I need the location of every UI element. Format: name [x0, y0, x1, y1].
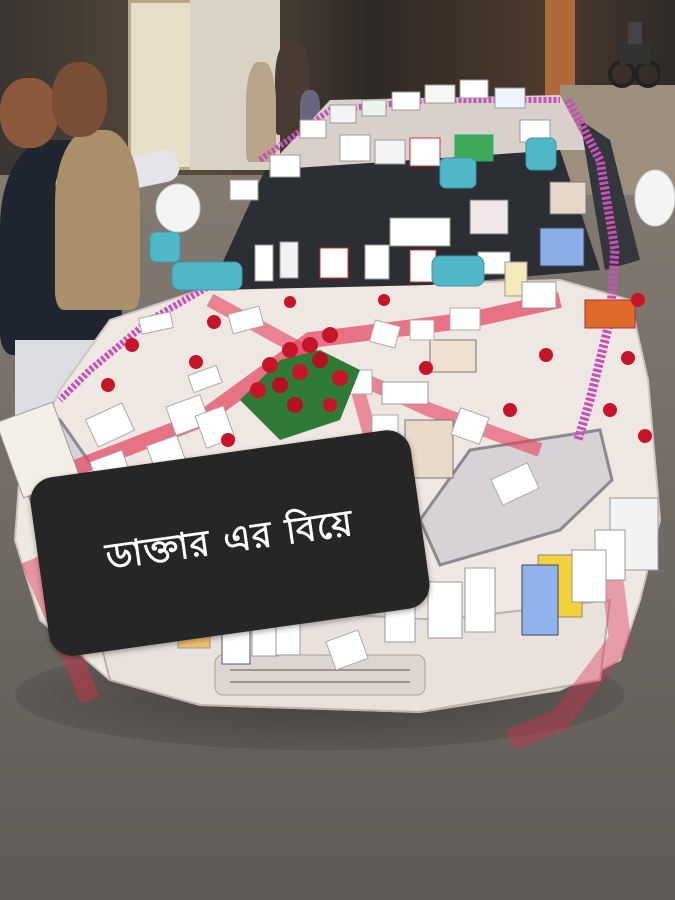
glove-balloon-right: [635, 170, 675, 226]
caption-text: ডাক্তার এর বিয়ে: [103, 502, 356, 579]
glove-balloon-left: [156, 184, 200, 232]
